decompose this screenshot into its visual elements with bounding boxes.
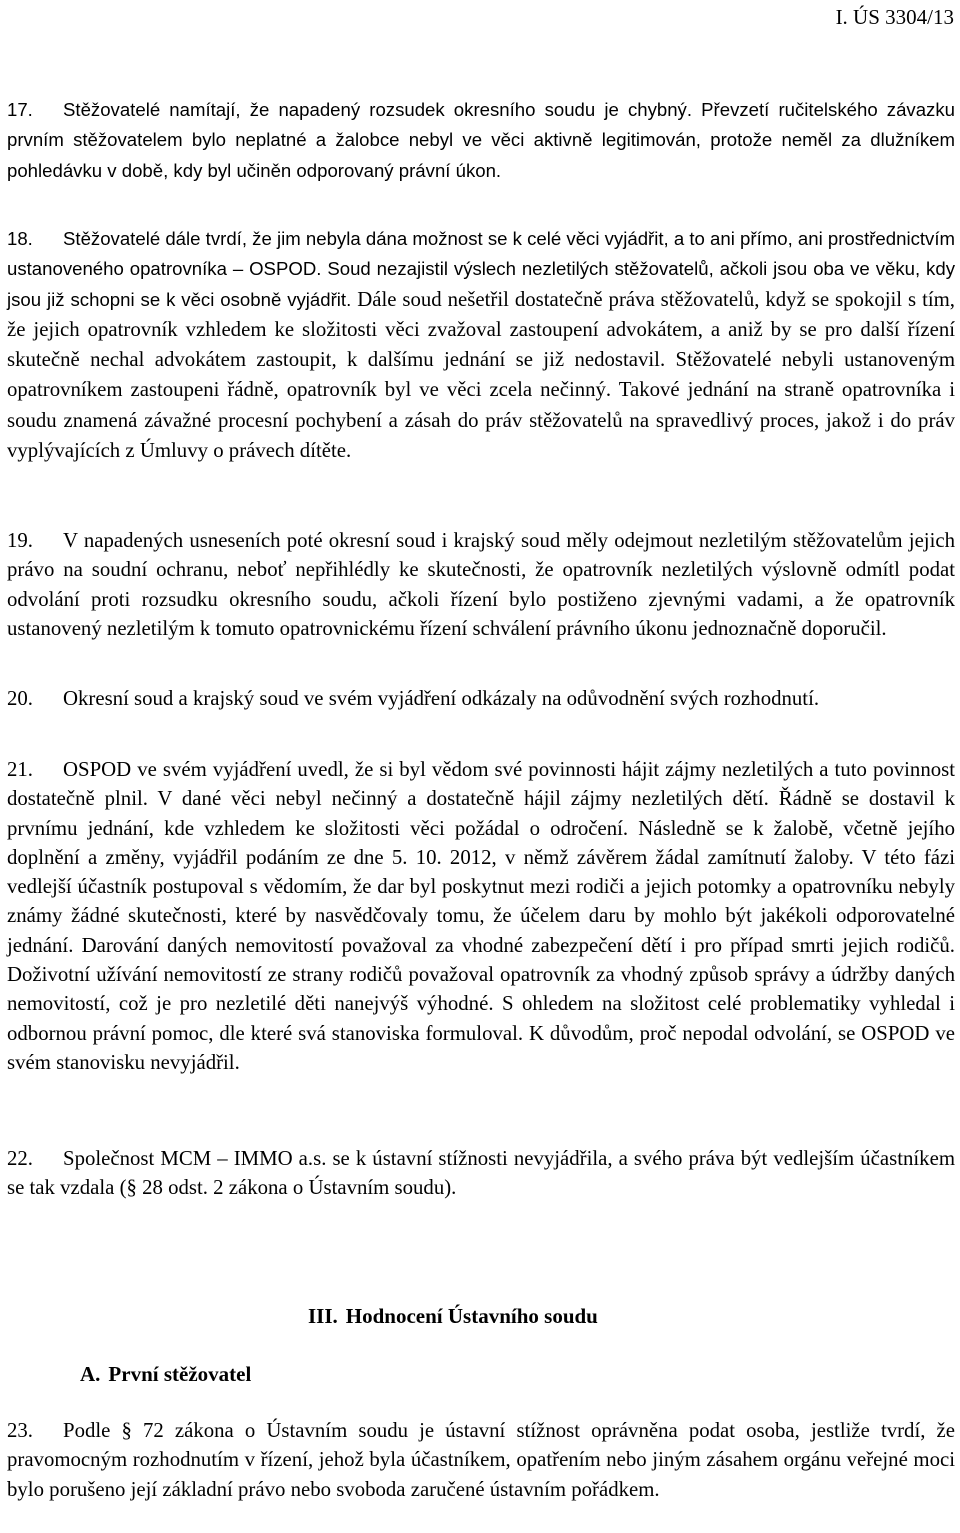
paragraph-number: 20. <box>7 687 33 710</box>
paragraph-17 <box>7 95 955 186</box>
paragraph-23 <box>7 1416 955 1504</box>
section-title: Hodnocení Ústavního soudu <box>345 1304 598 1328</box>
paragraph-20 <box>7 684 955 713</box>
subsection-heading <box>80 1361 251 1387</box>
paragraph-19 <box>7 526 955 643</box>
paragraph-number: 17. <box>7 99 33 120</box>
section-number: III. <box>308 1304 338 1328</box>
paragraph-21 <box>7 755 955 1077</box>
paragraph-text: Stěžovatelé dále tvrdí, že jim nebyla dána možnost se k celé věci vyjádřit, a to ani přímo, ani prostřednictvím ustanoveného opatrovníka – OSPOD. Soud nezajistil výslech nezletilých stěžovatelů, ačkoli jsou oba ve věku, kdy jsou již schopni se k věci osobně vyjádřit. <box>7 228 955 310</box>
paragraph-number: 23. <box>7 1419 33 1442</box>
paragraph-text: Okresní soud a krajský soud ve svém vyjádření odkázaly na odůvodnění svých rozhodnutí. <box>63 687 820 710</box>
case-number: I. ÚS 3304/13 <box>835 5 954 29</box>
paragraph-number: 19. <box>7 529 33 552</box>
paragraph-number: 22. <box>7 1147 33 1170</box>
paragraph-number: 21. <box>7 758 33 781</box>
paragraph-text: Stěžovatelé namítají, že napadený rozsudek okresního soudu je chybný. Převzetí ručitelského závazku prvním stěžovatelem bylo neplatné a žalobce nebyl ve věci aktivně legitimován, protože neměl za dlužníkem pohledávku v době, kdy byl učiněn odporovaný právní úkon. <box>7 99 955 181</box>
paragraph-22 <box>7 1144 955 1203</box>
paragraph-text: Společnost MCM – IMMO a.s. se k ústavní stížnosti nevyjádřila, a svého práva být vedlejším účastníkem se tak vzdala (§ 28 odst. 2 zákona o Ústavním soudu). <box>7 1147 955 1200</box>
paragraph-18 <box>7 224 955 466</box>
section-heading <box>308 1303 598 1329</box>
subsection-title: První stěžovatel <box>108 1362 252 1386</box>
paragraph-text: OSPOD ve svém vyjádření uvedl, že si byl vědom své povinnosti hájit zájmy nezletilých a tuto povinnost dostatečně plnil. V dané věci nebyl nečinný a dostatečně hájil zájmy nezletilých dětí. Řádně se dostavil k prvnímu jednání, kde vzhledem ke složitosti věci požádal o odročení. Následně se k žalobě, včetně jejího doplnění a změny, vyjádřil podáním ze dne 5. 10. 2012, v němž závěrem žádal zamítnutí žaloby. V této fázi vedlejší účastník postupoval s vědomím, že dar byl poskytnut mezi rodiči a jejich potomky a opatrovníku nebyly známy žádné skutečnosti, které by nasvědčovaly tomu, že účelem daru by mohlo být jakékoli odporovatelné jednání. Darování daných nemovitostí považoval za vhodné zabezpečení dětí i pro případ smrti jejich rodičů. Doživotní užívání nemovitostí ze strany rodičů považoval opatrovník za vhodný způsob správy a údržby daných nemovitostí, což je pro nezletilé děti nanejvýš výhodné. S ohledem na složitost celé problematiky vyhledal i odbornou právní pomoc, dle které svá stanoviska formuloval. K důvodům, proč nepodal odvolání, se OSPOD ve svém stanovisku nevyjádřil. <box>7 758 955 1074</box>
paragraph-text-continued: Dále soud nešetřil dostatečně práva stěžovatelů, když se spokojil s tím, že jejich opatrovník vzhledem ke složitosti věci zvažoval zastoupení advokátem, a aniž by se pro další řízení skutečně nechal advokátem zastoupit, k dalšímu jednání se již nedostavil. Stěžovatelé nebyli ustanoveným opatrovníkem zastoupeni řádně, opatrovník byl ve věci zcela nečinný. Takové jednání na straně opatrovníka i soudu znamená závažné procesní pochybení a zásah do práv stěžovatelů na spravedlivý proces, jakož i do práv vyplývajících z Úmluvy o právech dítěte. <box>7 287 955 463</box>
paragraph-text: V napadených usneseních poté okresní soud i krajský soud měly odejmout nezletilým stěžovatelům jejich právo na soudní ochranu, neboť nepřihlédly ke skutečnosti, že opatrovník nezletilých výslovně odmítl podat odvolání proti rozsudku okresního soudu, ačkoli řízení bylo postiženo zjevnými vadami, a že opatrovník ustanovený nezletilým k tomuto opatrovnickému řízení schválení právního úkonu jednoznačně doporučil. <box>7 529 955 640</box>
subsection-number: A. <box>80 1362 101 1386</box>
paragraph-number: 18. <box>7 228 33 249</box>
paragraph-text: Podle § 72 zákona o Ústavním soudu je ústavní stížnost oprávněna podat osoba, jestliže tvrdí, že pravomocným rozhodnutím v řízení, jehož byla účastníkem, opatřením nebo jiným zásahem orgánu veřejné moci bylo porušeno její základní právo nebo svoboda zaručené ústavním pořádkem. <box>7 1419 955 1501</box>
